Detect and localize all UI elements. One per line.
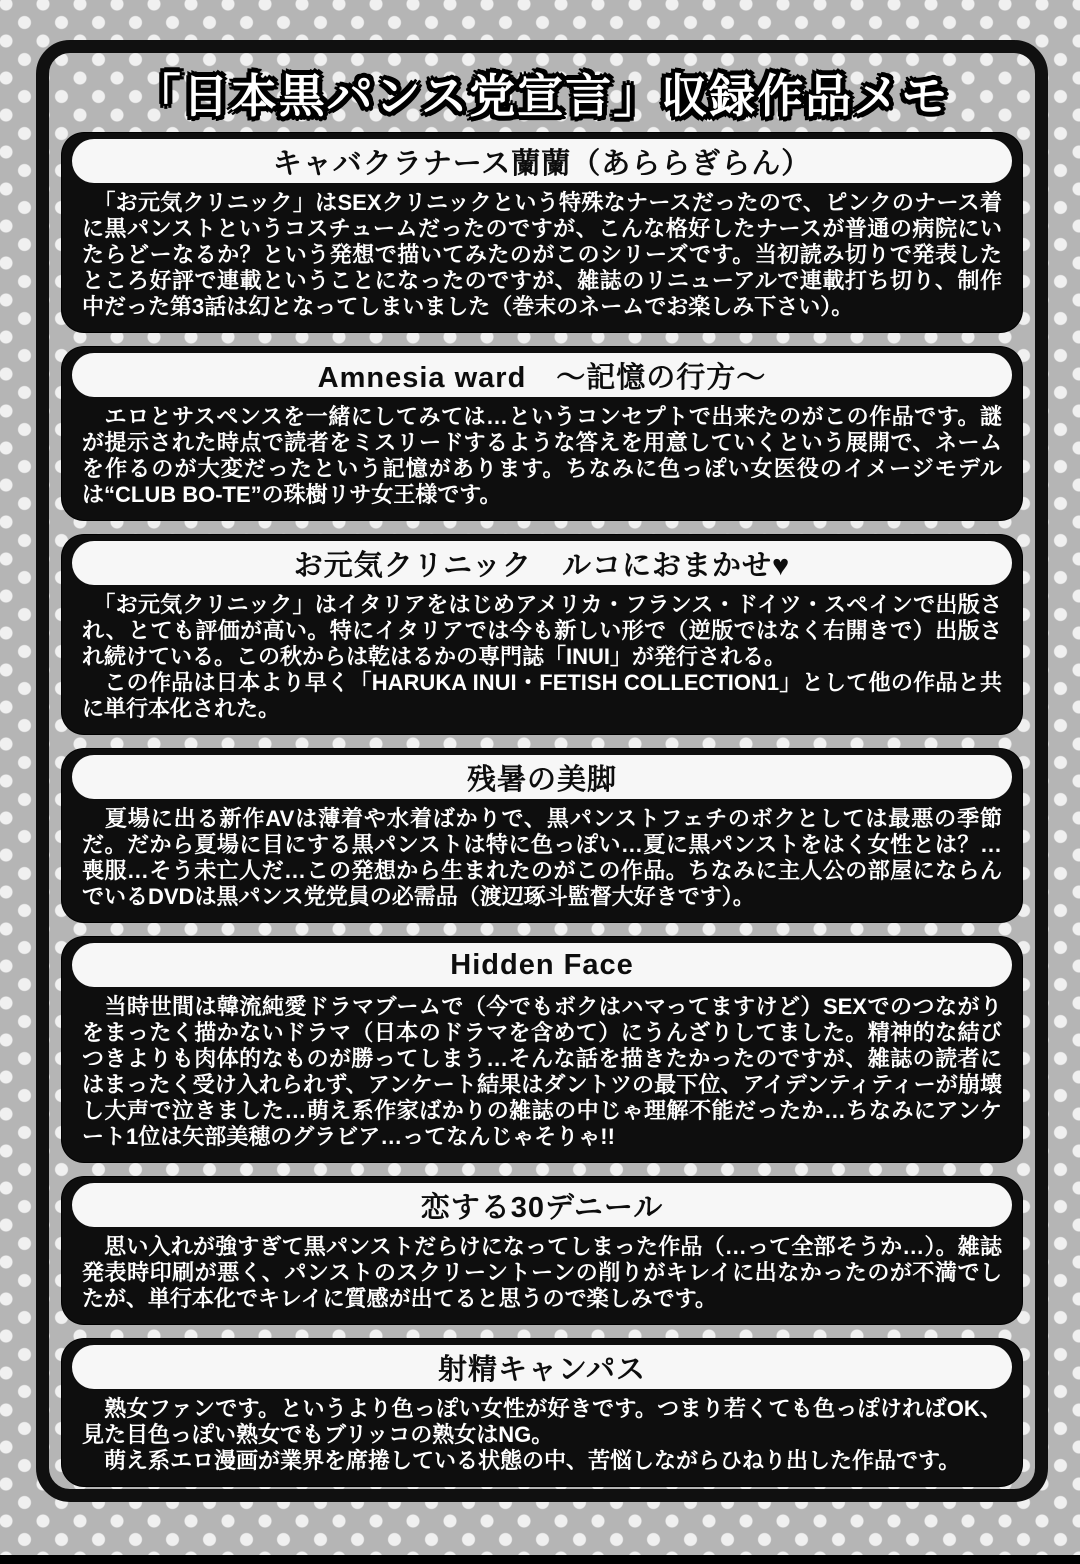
scan-edge [0,1555,1080,1564]
title-band [49,53,1035,133]
section-paragraph: エロとサスペンスを一緒にしてみては…というコンセプトで出来たのがこの作品です。謎が提示された時点で読者をミスリードするような答えを用意していくという展開で、ネームを作るのが大変だったという記憶があります。ちなみに色っぽい女医役のイメージモデルは“CLUB BO-TE”の珠樹リサ女王様です。 [82,404,1002,507]
section-body [72,590,1012,722]
section-card [62,133,1022,332]
section-paragraph: 夏場に出る新作AVは薄着や水着ばかりで、黒パンストフェチのボクとしては最悪の季節だ。だから夏場に目にする黒パンストは特に色っぽい…夏に黒パンストをはく女性とは？…喪服…そう未亡人だ…この発想から生まれたのがこの作品。ちなみに主人公の部屋にならんでいるDVDは黒パンス党党員の必需品（渡辺琢斗監督大好きです）。 [82,806,1002,909]
section-title: 恋する30デニール [420,1191,664,1224]
section-card [62,347,1022,520]
section-title: Hidden Face [450,948,634,981]
section-title: 残暑の美脚 [466,763,617,796]
section-card [62,937,1022,1162]
section-title: Amnesia ward ～記憶の行方～ [317,361,767,394]
content-frame [36,40,1048,1502]
section-title-bar [72,541,1012,585]
section-title-bar [72,1183,1012,1227]
section-title: キャバクラナース蘭蘭（あららぎらん） [272,147,812,180]
section-paragraph: 萌え系エロ漫画が業界を席捲している状態の中、苦悩しながらひねり出した作品です。 [82,1448,961,1473]
section-card [62,1177,1022,1324]
section-title-bar [72,353,1012,397]
section-paragraph: 思い入れが強すぎて黒パンストだらけになってしまった作品（…って全部そうか…）。雑誌発表時印刷が悪く、パンストのスクリーントーンの削りがキレイに出なかったのが不満でしたが、単行本化でキレイに質感が出てると思うので楽しみです。 [82,1234,1002,1311]
section-paragraph: この作品は日本より早く「HARUKA INUI・FETISH COLLECTION1」として他の作品と共に単行本化された。 [82,670,1002,721]
section-title-bar [72,139,1012,183]
section-paragraph: 熟女ファンです。というより色っぽい女性が好きです。つまり若くても色っぽければOK、見た目色っぽい熟女でもブリッコの熟女はNG。 [82,1396,1002,1447]
section-title-bar [72,943,1012,987]
section-body [72,1394,1012,1474]
section-body [72,402,1012,508]
sections [49,133,1035,1486]
section-card [62,1339,1022,1486]
section-body [72,992,1012,1150]
section-card [62,749,1022,922]
section-paragraph: 「お元気クリニック」はイタリアをはじめアメリカ・フランス・ドイツ・スペインで出版され、とても評価が高い。特にイタリアでは今も新しい形で（逆版ではなく右開きで）出版され続けている。この秋からは乾はるかの専門誌「INUI」が発行される。 [82,592,1002,669]
section-title: お元気クリニック ルコにおまかせ♥ [293,549,791,582]
section-title-bar [72,755,1012,799]
section-body [72,188,1012,320]
section-card [62,535,1022,734]
section-body [72,1232,1012,1312]
section-paragraph: 「お元気クリニック」はSEXクリニックという特殊なナースだったので、ピンクのナース着に黒パンストというコスチュームだったのですが、こんな格好したナースが普通の病院にいたらどーなるか？という発想で描いてみたのがこのシリーズです。当初読み切りで発表したところ好評で連載ということになったのですが、雑誌のリニューアルで連載打ち切り、制作中だった第3話は幻となってしまいました（巻末のネームでお楽しみ下さい）。 [82,190,1002,319]
section-body [72,804,1012,910]
section-paragraph: 当時世間は韓流純愛ドラマブームで（今でもボクはハマってますけど）SEXでのつながりをまったく描かないドラマ（日本のドラマを含めて）にうんざりしてました。精神的な結びつきよりも肉体的なものが勝ってしまう…そんな話を描きたかったのですが、雑誌の読者にはまったく受け入れられず、アンケート結果はダントツの最下位、アイデンティティーが崩壊し大声で泣きました…萌え系作家ばかりの雑誌の中じゃ理解不能だったか…ちなみにアンケート1位は矢部美穂のグラビア…ってなんじゃそりゃ!! [82,994,1002,1149]
page-title: 「日本黒パンス党宣言」収録作品メモ [134,70,950,122]
section-title: 射精キャンパス [438,1353,646,1386]
section-title-bar [72,1345,1012,1389]
